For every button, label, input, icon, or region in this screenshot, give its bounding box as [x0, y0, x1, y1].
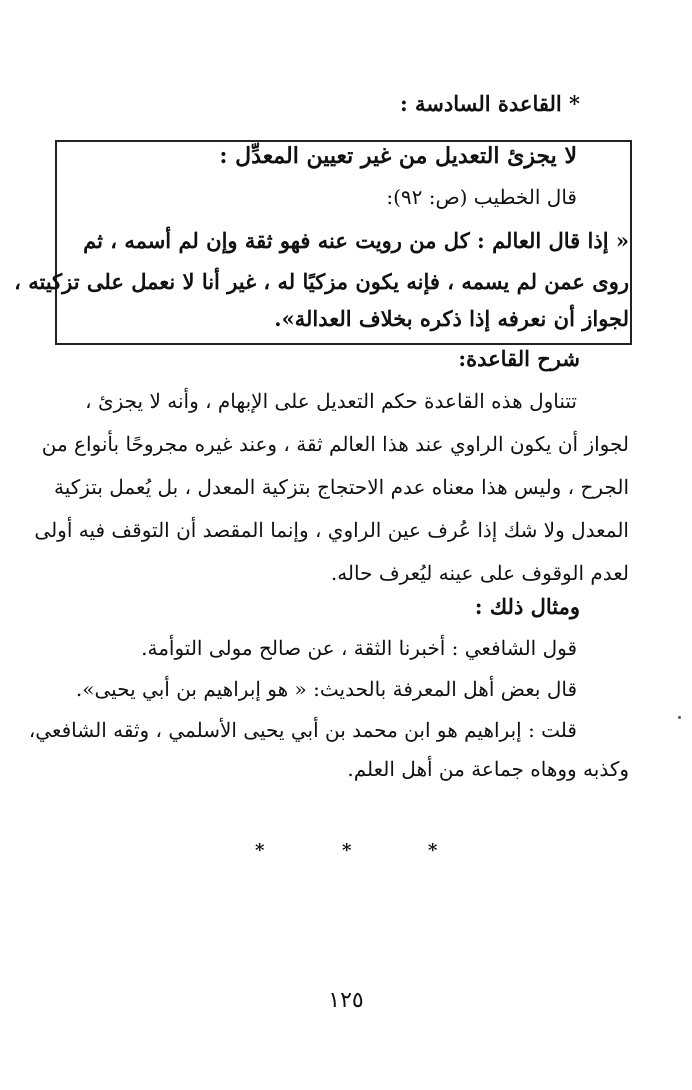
page-number: ١٢٥ — [328, 988, 364, 1013]
example-heading: ومثال ذلك : — [474, 594, 580, 619]
explanation-line: لجواز أن يكون الراوي عند هذا العالم ثقة ، وعند غيره مجروحًا بأنواع من — [41, 432, 629, 456]
rule-box-quote-line: « إذا قال العالم : كل من رويت عنه فهو ثقة وإن لم أسمه ، ثم — [83, 228, 629, 253]
rule-box-quote-line: روى عمن لم يسمه ، فإنه يكون مزكيًا له ، غير أنا لا نعمل على تزكيته ، — [14, 269, 629, 294]
explanation-line: المعدل ولا شك إذا عُرف عين الراوي ، وإنما المقصد أن التوقف فيه أولى — [34, 518, 629, 542]
example-line: قال بعض أهل المعرفة بالحديث: « هو إبراهيم بن أبي يحيى». — [75, 677, 577, 701]
scan-speck — [678, 716, 681, 719]
explanation-line: لعدم الوقوف على عينه ليُعرف حاله. — [330, 561, 629, 585]
rule-box-title: لا يجزئ التعديل من غير تعيين المعدِّل : — [219, 143, 577, 169]
explanation-line: تتناول هذه القاعدة حكم التعديل على الإبهام ، وأنه لا يجزئ ، — [85, 389, 577, 413]
example-line: قول الشافعي : أخبرنا الثقة ، عن صالح مولى التوأمة. — [141, 636, 577, 660]
section-separator — [0, 840, 692, 870]
explanation-heading: شرح القاعدة: — [458, 346, 580, 371]
example-line: قلت : إبراهيم هو ابن محمد بن أبي يحيى الأسلمي ، وثقه الشافعي، — [28, 718, 577, 742]
rule-box-quote-line: لجواز أن نعرفه إذا ذكره بخلاف العدالة». — [274, 306, 629, 331]
separator-star-icon: * — [255, 840, 265, 861]
rule-heading: * القاعدة السادسة : — [399, 91, 580, 116]
separator-star-icon: * — [428, 840, 438, 861]
rule-box-source: قال الخطيب (ص: ٩٢): — [386, 185, 577, 209]
explanation-line: الجرح ، وليس هذا معناه عدم الاحتجاج بتزكية المعدل ، بل يُعمل بتزكية — [53, 475, 629, 499]
example-line: وكذبه ووهاه جماعة من أهل العلم. — [347, 757, 629, 781]
separator-star-icon: * — [342, 840, 352, 861]
